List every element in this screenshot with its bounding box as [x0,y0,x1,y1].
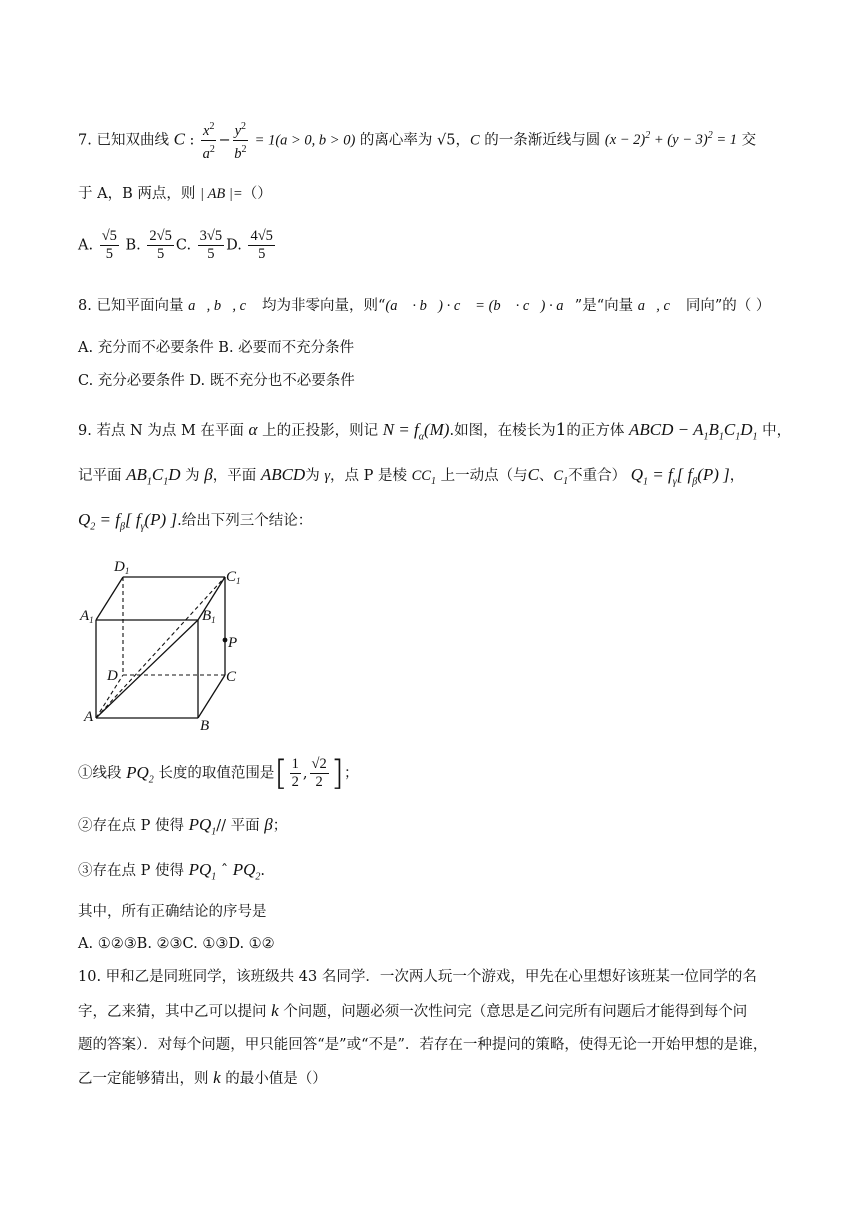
q7-end: 交 [741,132,757,149]
q10-k-2: k [213,1068,221,1087]
q10-line4: 乙一定能够猜出，则 k 的最小值是（） [78,1068,327,1087]
q10-k: k [271,1001,279,1020]
q7-option-c: $\frac{3√5}{5}$ [199,228,223,262]
label-c: C [226,669,237,685]
q7-condition: = 1(a > 0, b > 0) [254,132,356,149]
q7-intro: 7. 已知双曲线 [78,132,169,149]
label-b1: $B_1$ [202,608,216,625]
q9-range-high: $\frac{√2}{2}$ [311,756,327,790]
q9-conclusion-1: ①线段 $PQ_2$ 长度的取值范围是[ $\frac{1}{2}$ , $\frac{√2}{2}$ ]； [78,753,359,794]
q10-line3: 题的答案）．对每个问题，甲只能回答“是”或“不是”．若存在一种提问的策略，使得无论一开始甲想的是谁， [78,1037,768,1053]
q8-options-cd: C. 充分必要条件 D. 既不充分也不必要条件 [78,373,355,389]
label-a: A [84,709,94,725]
q9-line2: 记平面 $AB_1C_1D$ 为 β，平面 ABCD为 γ，点 P 是棱 $CC_1$ 上一动点（与C、$C_1$不重合） $Q_1 = f_\gamma$[ $f_\beta(P)$ ]， [78,465,745,488]
q8-line1: 8. 已知平面向量 a⃗, b⃗, c⃗ 均为非零向量，则“(a⃗ · b⃗) · c⃗ = (b⃗ · c⃗) · a⃗”是“向量 a⃗, c⃗ 同向”的（ ） [78,298,771,314]
q8-options-ab: A. 充分而不必要条件 B. 必要而不充分条件 [78,340,355,356]
q8-expression: (a⃗ · b⃗) · c⃗ = (b⃗ · c⃗) · a⃗ [385,298,575,314]
q9-projection-def: $N = f_\alpha(M)$ [382,420,450,443]
q9-conclusion-2: ②存在点 P 使得 $PQ_1//$ 平面 β； [78,815,288,838]
q9-q2-def: $Q_2 = f_\beta$[ $f_\gamma(P)$ ] [78,510,178,533]
label-a1: $A_1$ [80,608,94,625]
q9-alpha: α [248,420,258,439]
q7-frac-x: $\frac{x^2}{a^2}$ [201,118,216,163]
q7-post: 的一条渐近线与圆 [484,132,601,149]
q9-q1-def: $Q_1 = f_\gamma$[ $f_\beta(P)$ ] [630,465,730,488]
q7-line1: 7. 已知双曲线 C : $\frac{x^2}{a^2}$ − $\frac{y^2}{b^2}$ = 1(a > 0, b > 0) 的离心率为 √5，C 的一条渐近线与圆 $(x - 2)^2 + (y - 3)^2 = 1$ 交 [78,118,756,163]
q7-options: A. $\frac{√5}{5}$ B. $\frac{2√5}{5}$ C. $\frac{3√5}{5}$ D. $\frac{4√5}{5}$ [78,228,273,262]
label-d1: $D_1$ [114,559,130,576]
q7-ab-abs: | AB |= [199,186,243,202]
q8-vectors-ac: a⃗, c⃗ [637,298,682,314]
label-d: D [107,668,118,684]
label-p: P [228,635,238,651]
q9-cube-name: ABCD − $A_1B_1C_1D_1$ [629,420,758,443]
q9-edge: $CC_1$ [411,468,436,487]
q9-line3: $Q_2 = f_\beta$[ $f_\gamma(P)$ ].给出下列三个结论： [78,510,313,533]
q7-line2-text: 于 A，B 两点，则 [78,186,196,202]
label-c1: $C_1$ [226,569,241,586]
q9-cube-figure [68,558,268,738]
q9-plane-beta-name: $AB_1C_1D$ [126,465,181,488]
q9-options: A. ①②③B. ②③C. ①③D. ①② [78,936,275,952]
q10-line2: 字，乙来猜，其中乙可以提问 k 个问题，问题必须一次性问完（意思是乙问完所有问题后才能得到每个问 [78,1001,748,1020]
q7-circle-eq: $(x - 2)^2 + (y - 3)^2 = 1$ [604,130,737,149]
q7-mid: 的离心率为 [359,132,433,149]
q7-curve-name: C [173,129,185,149]
point-p [223,638,228,643]
q7-option-d: $\frac{4√5}{5}$ [250,228,273,262]
q10-line1: 10. 甲和乙是同班同学，该班级共 43 名同学．一次两人玩一个游戏，甲先在心里想好该班某一位同学的名 [78,969,757,985]
q9-range-low: $\frac{1}{2}$ [291,756,299,790]
q9-prompt: 其中，所有正确结论的序号是 [78,904,267,920]
label-b: B [200,718,210,734]
q9-line1: 9. 若点 N 为点 M 在平面 α 上的正投影，则记 $N = f_\alpha(M)$.如图，在棱长为1的正方体 ABCD − $A_1B_1C_1D_1$ 中， [78,420,792,443]
q9-gamma: γ [324,468,331,484]
q7-option-b: $\frac{2√5}{5}$ [149,228,172,262]
q8-vectors: a⃗, b⃗, c⃗ [188,298,258,314]
q7-frac-y: $\frac{y^2}{b^2}$ [233,118,248,163]
q7-sqrt5: √5 [437,132,456,149]
q9-conclusion-3: ③存在点 P 使得 $PQ_1$ ˆ $PQ_2$. [78,860,266,883]
q7-option-a: $\frac{√5}{5}$ [101,228,117,262]
q7-line2: 于 A，B 两点，则 | AB |=（） [78,186,272,202]
q9-beta: β [204,465,213,484]
q9-plane-gamma-name: ABCD [260,465,306,484]
